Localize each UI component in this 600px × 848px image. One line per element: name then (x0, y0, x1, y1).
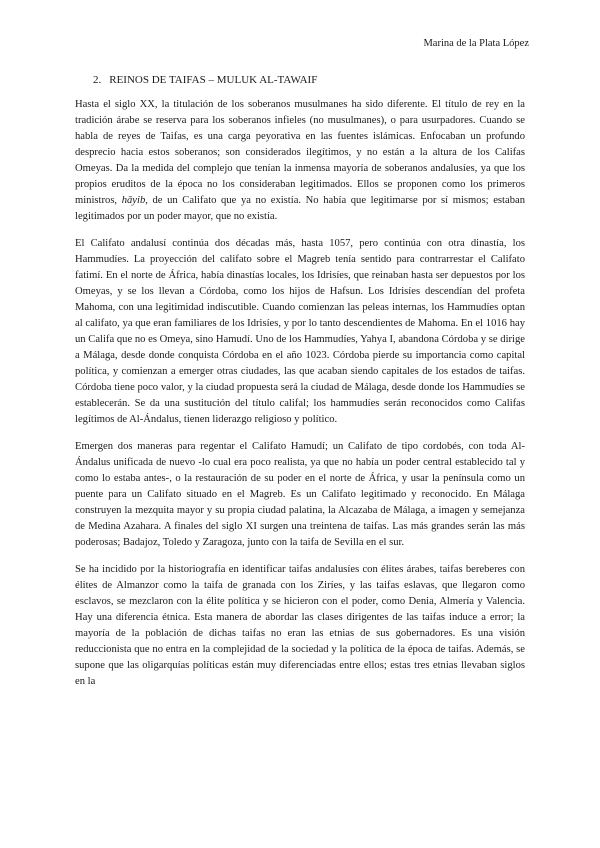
section-title-text: REINOS DE TAIFAS – MULUK AL-TAWAIF (109, 74, 318, 86)
body-text (75, 97, 525, 690)
paragraph-1-part-1: Hasta el siglo XX, la titulación de los soberanos musulmanes ha sido diferente. El título de rey en la tradición árabe se reserva para los soberanos infieles (no musulmanes), o para usurpadores. Cuando se habla de reyes de Taifas, es una carga peyorativa en las fuentes islámicas. Enfocaban un profundo desprecio hacia estos soberanos; son considerados ilegítimos, y no están a la altura de los Califas Omeyas. Da la medida del complejo que tenían la inmensa mayoría de soberanos andalusíes, ya que los propios eruditos de la época no los consideraban legitimados. Ellos se proponen como los primeros ministros, (75, 99, 525, 207)
paragraph-4: Se ha incidido por la historiografía en identificar taifas andalusíes con élites árabes, taifas bereberes con élites de Almanzor como la taifa de granada con los Ziríes, y las taifas eslavas, que llegaron como esclavos, se mezclaron con la élite política y se hicieron con el poder, como Denia, Almería y Valencia. Hay una diferencia étnica. Esta manera de abordar las clases dirigentes de las taifas induce a error; la mayoría de la población de dichas taifas no eran las etnias de sus gobernadores. Es una visión reduccionista que no entra en la complejidad de la sociedad y la política de la época de taifas. Además, se supone que las oligarquías políticas están muy diferenciadas entre ellos; estas tres etnias llevaban siglos en la (75, 563, 525, 688)
paragraph-1 (75, 97, 525, 225)
paragraph-3: Emergen dos maneras para regentar el Califato Hamudí; un Califato de tipo cordobés, con toda Al-Ándalus unificada de nuevo -lo cual era poco realista, ya que no había un poder central establecido tal y como lo estaba antes-, o la restauración de su poder en el norte de África, y usar la península como un puente para un Califato situado en el Magreb. Es un Califato legitimado y reconocido. En Málaga construyen la mezquita mayor y su propia ciudad palatina, la Alcazaba de Málaga, a imagen y semejanza de Medina Azahara. A finales del siglo XI surgen una treintena de taifas. Las más grandes serán las más poderosas; Badajoz, Toledo y Zaragoza, junto con la taifa de Sevilla en el sur. (75, 440, 525, 549)
section-number: 2. (93, 74, 102, 86)
paragraph-2: El Califato andalusí continúa dos décadas más, hasta 1057, pero continúa con otra dinastía, los Hammudíes. La proyección del califato sobre el Magreb tenía sentido para contrarrestar el Califato fatimí. En el norte de África, había dinastías locales, los Idrisíes, que reinaban hasta ser depuestos por los Omeyas, y se los llevan a Córdoba, como los hijos de Hafsun. Los Idrisíes descendían del profeta Mahoma, con una legitimidad indiscutible. Cuando comienzan las peleas internas, los Hammudíes optan al califato, ya que eran familiares de los Idrisíes, y por lo tanto descendientes de Mahoma. En el 1016 hay un Califa que no es Omeya, sino Hamudí. Uno de los Hammudíes, Yahya I, abandona Córdoba y se dirige a Málaga, desde donde conquista Córdoba en el año 1023. Córdoba pierde su importancia como capital política, y comienzan a emerger otras ciudades, las que acaban siendo capitales de los estados de taifas. Córdoba tiene poco valor, y la ciudad propuesta será la ciudad de Málaga, desde donde los Hammudíes se establecerán. Se da una sustitución del título califal; los hammudíes serán reconocidos como Califas legítimos de Al-Ándalus, tienen liderazgo religioso y político. (75, 237, 525, 426)
page-header-author: Marina de la Plata López (423, 38, 529, 49)
paragraph-1-italic-term: hāyib (121, 195, 146, 207)
section-heading (93, 74, 317, 86)
paragraph-1-part-2: , de un Califato que ya no existía. No había que legitimarse por sí mismos; estaban legitimados por un poder mayor, que no existía. (75, 195, 526, 223)
